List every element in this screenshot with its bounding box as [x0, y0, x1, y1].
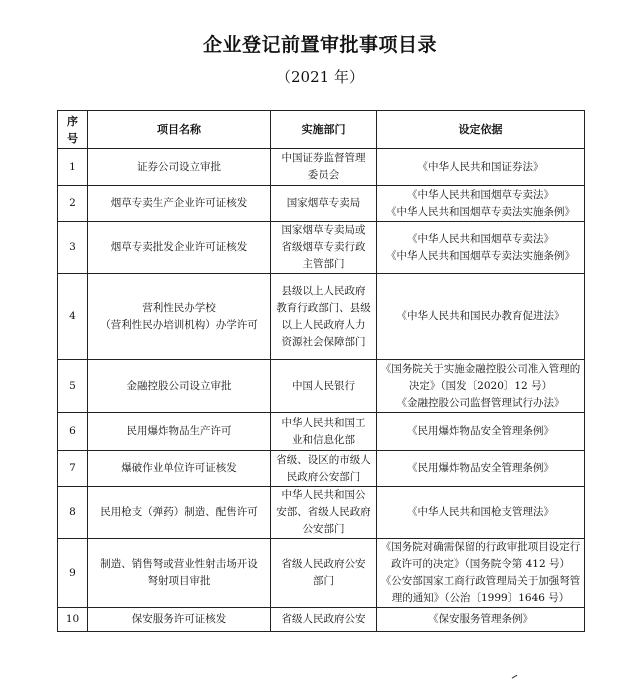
cell-legal-basis-line: 《中华人民共和国证券法》	[417, 160, 544, 173]
cell-item-name	[88, 413, 271, 451]
table-row	[58, 539, 585, 608]
cell-item-name-line: 保安服务许可证核发	[131, 613, 227, 625]
cell-department	[271, 149, 377, 186]
cell-legal-basis-line: 《中华人民共和国烟草专卖法实施条例》	[386, 249, 575, 262]
cell-legal-basis-line: 《金融控股公司监督管理试行办法》	[396, 396, 565, 409]
table-header-row	[58, 111, 585, 149]
cell-legal-basis	[377, 186, 585, 222]
cell-item-name-line: 金融控股公司设立审批	[126, 379, 232, 392]
cell-legal-basis-line: 《中华人民共和国枪支管理法》	[407, 506, 554, 518]
header-seq-line: 号	[67, 131, 78, 145]
cell-seq: 9	[58, 539, 88, 608]
cell-item-name	[88, 360, 271, 413]
cell-department-line: 部门	[313, 575, 334, 587]
cell-department-line: 省级、设区的市级人	[276, 453, 371, 466]
cell-legal-basis-line: 《民用爆炸物品安全管理条例》	[407, 425, 554, 437]
cell-legal-basis	[377, 487, 585, 539]
cell-seq: 8	[58, 487, 88, 539]
cell-item-name-line: 民用枪支（弹药）制造、配售许可	[100, 506, 258, 518]
table-row	[58, 413, 585, 451]
cell-department-line: 县级以上人民政府	[281, 284, 366, 297]
table-row	[58, 186, 585, 222]
cell-item-name-line: 烟草专卖批发企业许可证核发	[110, 241, 248, 253]
cell-seq: 7	[58, 451, 88, 487]
cell-item-name	[88, 487, 271, 539]
cell-item-name-line: 烟草专卖生产企业许可证核发	[110, 197, 248, 209]
cell-item-name	[88, 186, 271, 222]
cell-seq: 4	[58, 274, 88, 360]
cell-department-line: 国家烟草专卖局或	[281, 224, 366, 236]
cell-legal-basis-line: 《公安部国家工商行政管理局关于加强弩管	[380, 575, 581, 587]
cell-department	[271, 451, 377, 487]
cell-department-line: 中国证券监督管理	[281, 152, 366, 164]
cell-seq: 10	[58, 608, 88, 632]
table-body	[58, 149, 585, 632]
cell-department	[271, 222, 377, 274]
cell-item-name	[88, 274, 271, 360]
page-edge-mark	[512, 675, 519, 681]
cell-department	[271, 539, 377, 608]
cell-legal-basis-line: 政许可的决定》（国务院令第 412 号）	[391, 558, 570, 570]
header-seq	[58, 111, 88, 149]
document-year: （2021 年）	[276, 68, 364, 86]
cell-item-name	[88, 608, 271, 632]
cell-department-line: 资源社会保障部门	[281, 335, 366, 348]
cell-department-line: 委员会	[307, 169, 340, 181]
cell-legal-basis	[377, 608, 585, 632]
cell-department-line: 中华人民共和国公	[281, 489, 366, 501]
cell-item-name-line: 民用爆炸物品生产许可	[126, 425, 232, 437]
cell-legal-basis	[377, 451, 585, 487]
cell-department-line: 业和信息化部	[292, 433, 355, 446]
cell-seq: 6	[58, 413, 88, 451]
cell-department	[271, 186, 377, 222]
header-department: 实施部门	[271, 111, 377, 149]
cell-department-line: 省级人民政府公安	[281, 613, 366, 625]
cell-legal-basis-line: 《中华人民共和国民办教育促进法》	[396, 310, 565, 322]
table-row	[58, 608, 585, 632]
cell-legal-basis-line: 《国务院关于实施金融控股公司准入管理的	[380, 362, 581, 375]
cell-item-name-line: 证券公司设立审批	[137, 160, 221, 173]
cell-item-name	[88, 451, 271, 487]
cell-legal-basis-line: 理的通知》（公治〔1999〕1646 号）	[391, 592, 570, 604]
table-row	[58, 360, 585, 413]
cell-department-line: 安部、省级人民政府	[276, 506, 371, 518]
cell-department	[271, 487, 377, 539]
cell-department-line: 中华人民共和国工	[281, 416, 366, 429]
table-row	[58, 274, 585, 360]
cell-department	[271, 274, 377, 360]
cell-seq: 3	[58, 222, 88, 274]
cell-item-name-line: 爆破作业单位许可证核发	[121, 462, 237, 474]
header-legal-basis: 设定依据	[377, 111, 585, 149]
cell-department-line: 省级人民政府公安	[281, 558, 366, 570]
cell-item-name	[88, 222, 271, 274]
cell-department-line: 公安部门	[302, 523, 345, 535]
table-row	[58, 451, 585, 487]
cell-legal-basis-line: 《保安服务管理条例》	[428, 613, 533, 625]
cell-department-line: 民政府公安部门	[286, 470, 361, 483]
document-title: 企业登记前置审批事项目录	[202, 34, 437, 56]
cell-legal-basis-line: 《中华人民共和国烟草专卖法实施条例》	[386, 205, 575, 218]
cell-department-line: 中国人民银行	[292, 379, 355, 392]
cell-department	[271, 608, 377, 632]
cell-department-line: 教育行政部门、县级	[276, 301, 371, 314]
cell-department	[271, 413, 377, 451]
cell-legal-basis	[377, 149, 585, 186]
header-item-name: 项目名称	[88, 111, 271, 149]
cell-seq: 2	[58, 186, 88, 222]
cell-legal-basis-line: 《民用爆炸物品安全管理条例》	[407, 462, 554, 474]
header-seq-line: 序	[67, 114, 78, 128]
cell-item-name-line: 弩射项目审批	[147, 575, 211, 587]
cell-legal-basis	[377, 413, 585, 451]
cell-department	[271, 360, 377, 413]
cell-seq: 5	[58, 360, 88, 413]
cell-legal-basis	[377, 222, 585, 274]
cell-item-name-line: 制造、销售弩或营业性射击场开设	[100, 558, 258, 570]
table-row	[58, 222, 585, 274]
cell-department-line: 国家烟草专卖局	[286, 197, 361, 209]
cell-item-name-line: 营利性民办学校	[142, 301, 216, 314]
cell-item-name	[88, 539, 271, 608]
cell-legal-basis-line: 《中华人民共和国烟草专卖法》	[407, 232, 554, 245]
cell-legal-basis	[377, 539, 585, 608]
cell-legal-basis-line: 《国务院对确需保留的行政审批项目设定行	[380, 541, 581, 553]
cell-item-name	[88, 149, 271, 186]
table-row	[58, 487, 585, 539]
cell-department-line: 以上人民政府人力	[281, 318, 366, 331]
cell-legal-basis-line: 决定》（国发〔2020〕12 号）	[408, 379, 553, 392]
cell-department-line: 主管部门	[302, 258, 345, 270]
cell-legal-basis	[377, 274, 585, 360]
approval-catalog-table	[57, 110, 585, 632]
table-row	[58, 149, 585, 186]
cell-legal-basis	[377, 360, 585, 413]
cell-seq: 1	[58, 149, 88, 186]
cell-department-line: 省级烟草专卖行政	[281, 241, 366, 253]
cell-legal-basis-line: 《中华人民共和国烟草专卖法》	[407, 188, 554, 201]
cell-item-name-line: （营利性民办培训机构）办学许可	[100, 318, 258, 331]
